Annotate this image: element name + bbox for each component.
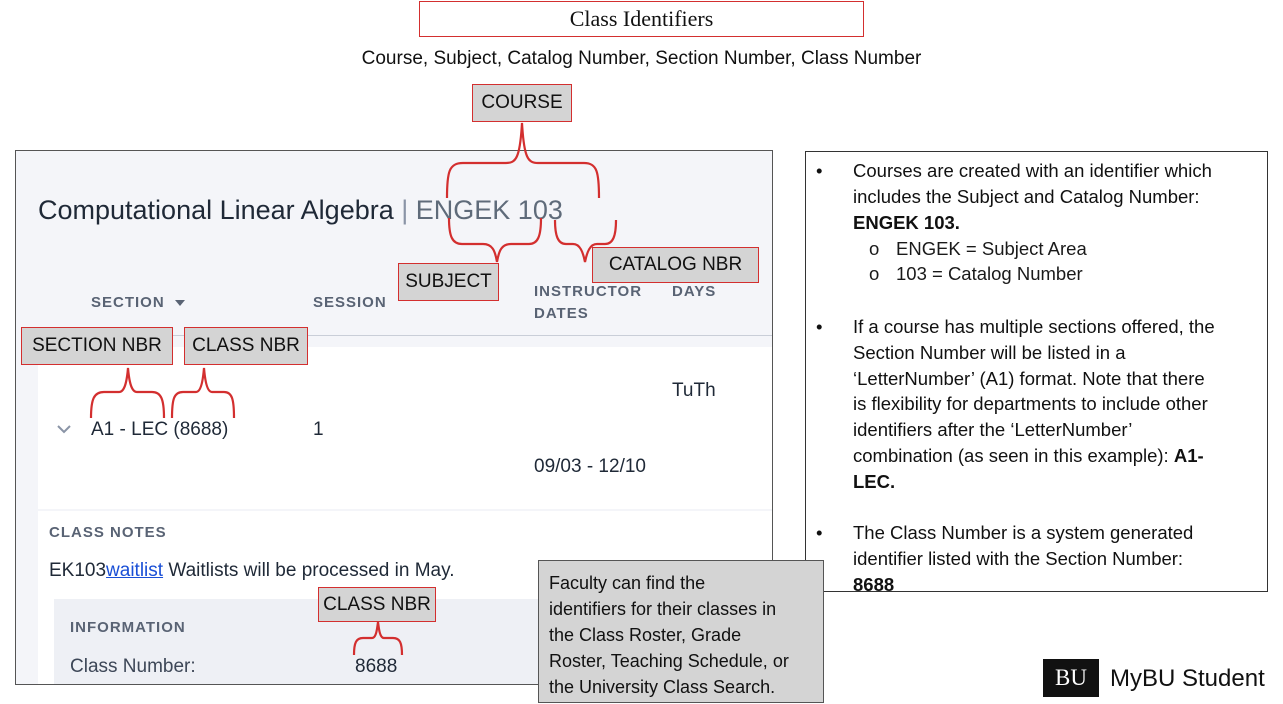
- class-notes-text: EK103waitlist Waitlists will be processed in May.: [49, 560, 455, 581]
- sub-bullet-subject: o ENGEK = Subject Area: [896, 236, 1087, 262]
- days-cell: TuTh: [672, 380, 716, 401]
- title-separator: |: [401, 195, 409, 225]
- circle-bullet-icon: o: [869, 263, 880, 284]
- waitlist-link[interactable]: waitlist: [106, 560, 164, 581]
- caret-down-icon: [174, 298, 186, 308]
- sub-bullet-catalog: o 103 = Catalog Number: [896, 261, 1083, 287]
- circle-bullet-icon: o: [869, 238, 880, 259]
- course-tag: COURSE: [472, 84, 572, 122]
- faculty-note: Faculty can find the identifiers for their classes in the Class Roster, Grade Roster, Teaching Schedule, or the University Class Search.: [538, 560, 824, 703]
- column-header-session[interactable]: SESSION: [313, 294, 387, 311]
- class-notes-heading: CLASS NOTES: [49, 524, 167, 541]
- brand-name: MyBU Student: [1110, 665, 1265, 692]
- subject-tag: SUBJECT: [398, 263, 499, 301]
- class-nbr-info-tag: CLASS NBR: [318, 587, 436, 622]
- bullet-icon: •: [816, 160, 823, 181]
- course-name: Computational Linear Algebra: [38, 195, 394, 225]
- explanation-box: [805, 151, 1268, 595]
- section-nbr-tag: SECTION NBR: [21, 327, 173, 365]
- course-title: [38, 195, 563, 226]
- information-heading: INFORMATION: [70, 619, 186, 636]
- column-header-days[interactable]: DAYS: [672, 283, 717, 300]
- class-number: (8688): [173, 419, 229, 440]
- section-number: A1 - LEC: [91, 419, 169, 440]
- bullet-class-number: • The Class Number is a system generated identifier listed with the Section Number: 8688: [816, 522, 1194, 595]
- section-cell: [91, 419, 228, 441]
- catalog-nbr-tag: CATALOG NBR: [592, 247, 759, 283]
- session-cell: 1: [313, 419, 324, 440]
- column-header-section[interactable]: SECTION: [91, 294, 186, 311]
- bullet-section: • If a course has multiple sections offered, the Section Number will be listed in a ‘LetterNumber’ (A1) format. Note that there is flexibility for departments to include other identifiers after the ‘LetterNumber’ combination (as seen in this example): A1- LEC.: [816, 316, 1215, 492]
- bullet-icon: •: [816, 522, 823, 543]
- page-title: Class Identifiers: [419, 1, 864, 37]
- course-code: ENGEK 103: [415, 195, 563, 225]
- bu-logo-mark: BU: [1046, 662, 1096, 694]
- bullet-course: • Courses are created with an identifier which includes the Subject and Catalog Number: ENGEK 103.: [816, 160, 1212, 233]
- bullet-icon: •: [816, 316, 823, 337]
- column-header-instructor[interactable]: INSTRUCTOR: [534, 283, 643, 300]
- column-header-dates[interactable]: DATES: [534, 305, 589, 322]
- dates-cell: 09/03 - 12/10: [534, 456, 646, 477]
- chevron-down-icon[interactable]: [56, 423, 72, 435]
- class-number-label: Class Number:: [70, 656, 196, 677]
- page-subtitle: Course, Subject, Catalog Number, Section Number, Class Number: [361, 48, 922, 69]
- class-nbr-tag: CLASS NBR: [184, 327, 308, 365]
- class-number-value: 8688: [355, 656, 398, 677]
